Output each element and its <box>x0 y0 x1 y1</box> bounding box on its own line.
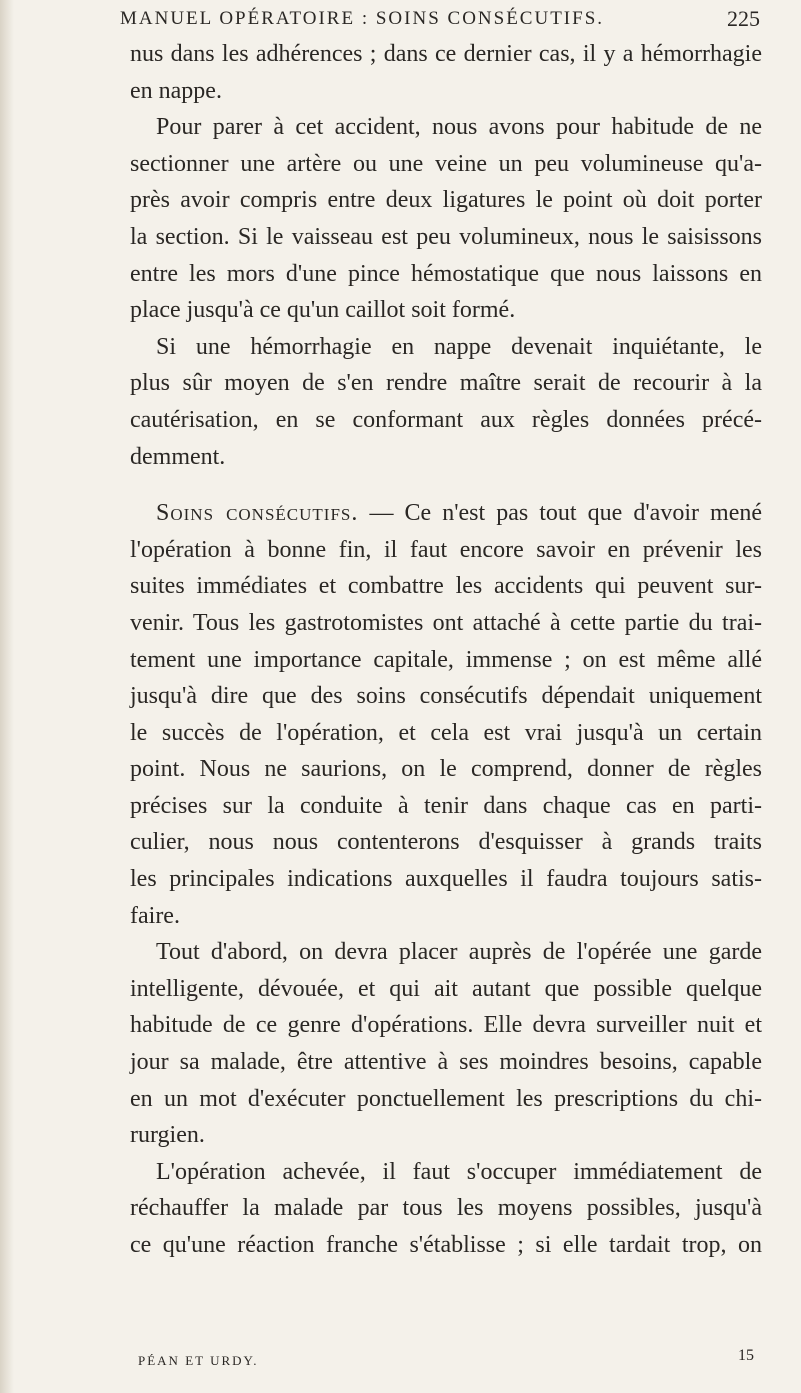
sheet-number: 15 <box>738 1347 754 1364</box>
text-line: en nappe. <box>130 77 222 104</box>
text-line <box>130 495 762 532</box>
text-line: cautérisation, en se conformant aux règles données précé- <box>130 406 762 433</box>
text-line: demment. <box>130 443 226 470</box>
text-line: point. Nous ne saurions, on le comprend, donner de règles <box>130 756 762 783</box>
page-number: 225 <box>727 6 760 31</box>
text-line: près avoir compris entre deux ligatures le point où doit porter <box>130 187 762 214</box>
text-line: culier, nous nous contenterons d'esquisser à grands traits <box>130 829 762 856</box>
text-line: Si une hémorrhagie en nappe devenait inquiétante, le <box>156 333 762 360</box>
body-text <box>130 36 762 1264</box>
text-line: suites immédiates et combattre les accidents qui peuvent sur- <box>130 573 762 600</box>
page-footer <box>138 1347 758 1371</box>
text-line: Tout d'abord, on devra placer auprès de l'opérée une garde <box>156 939 762 966</box>
text-line: sectionner une artère ou une veine un peu volumineuse qu'a- <box>130 150 762 177</box>
text-line: tement une importance capitale, immense ; on est même allé <box>130 646 762 673</box>
text-line: Pour parer à cet accident, nous avons pour habitude de ne <box>156 114 762 141</box>
text-line: faire. <box>130 902 180 929</box>
text-line: L'opération achevée, il faut s'occuper immédiatement de <box>156 1158 762 1185</box>
text-line: jusqu'à dire que des soins consécutifs dépendait uniquement <box>130 683 762 710</box>
text-line: venir. Tous les gastrotomistes ont attaché à cette partie du trai- <box>130 609 762 636</box>
text-line: entre les mors d'une pince hémostatique que nous laissons en <box>130 260 762 287</box>
text-line: la section. Si le vaisseau est peu volumineux, nous le saisissons <box>130 223 762 250</box>
running-head-title: MANUEL OPÉRATOIRE : SOINS CONSÉCUTIFS. <box>120 8 605 29</box>
text-line: nus dans les adhérences ; dans ce dernier cas, il y a hémorrhagie <box>130 41 762 67</box>
text-line: intelligente, dévouée, et qui ait autant que possible quelque <box>130 975 762 1002</box>
text-line: habitude de ce genre d'opérations. Elle devra surveiller nuit et <box>130 1012 762 1039</box>
text-run: — Ce n'est pas tout que d'avoir mené <box>369 500 763 527</box>
text-line: rurgien. <box>130 1122 205 1149</box>
gutter-shadow <box>0 0 14 1393</box>
text-line: ce qu'une réaction franche s'établisse ; si elle tardait trop, on <box>130 1232 762 1258</box>
text-line: plus sûr moyen de s'en rendre maître serait de recourir à la <box>130 370 762 397</box>
section-gap <box>130 475 762 495</box>
text-line: place jusqu'à ce qu'un caillot soit formé. <box>130 297 516 324</box>
text-line: jour sa malade, être attentive à ses moindres besoins, capable <box>130 1049 762 1076</box>
text-line: les principales indications auxquelles il faudra toujours satis- <box>130 866 762 893</box>
text-line: en un mot d'exécuter ponctuellement les prescriptions du chi- <box>130 1085 762 1112</box>
text-line: précises sur la conduite à tenir dans chaque cas en parti- <box>130 792 762 819</box>
section-heading: Soins consécutifs. <box>156 500 359 527</box>
text-line: réchauffer la malade par tous les moyens possibles, jusqu'à <box>130 1195 762 1222</box>
text-line: le succès de l'opération, et cela est vrai jusqu'à un certain <box>130 719 762 746</box>
printer-signature: PÉAN ET URDY. <box>138 1353 259 1368</box>
text-line: l'opération à bonne fin, il faut encore savoir en prévenir les <box>130 536 762 563</box>
